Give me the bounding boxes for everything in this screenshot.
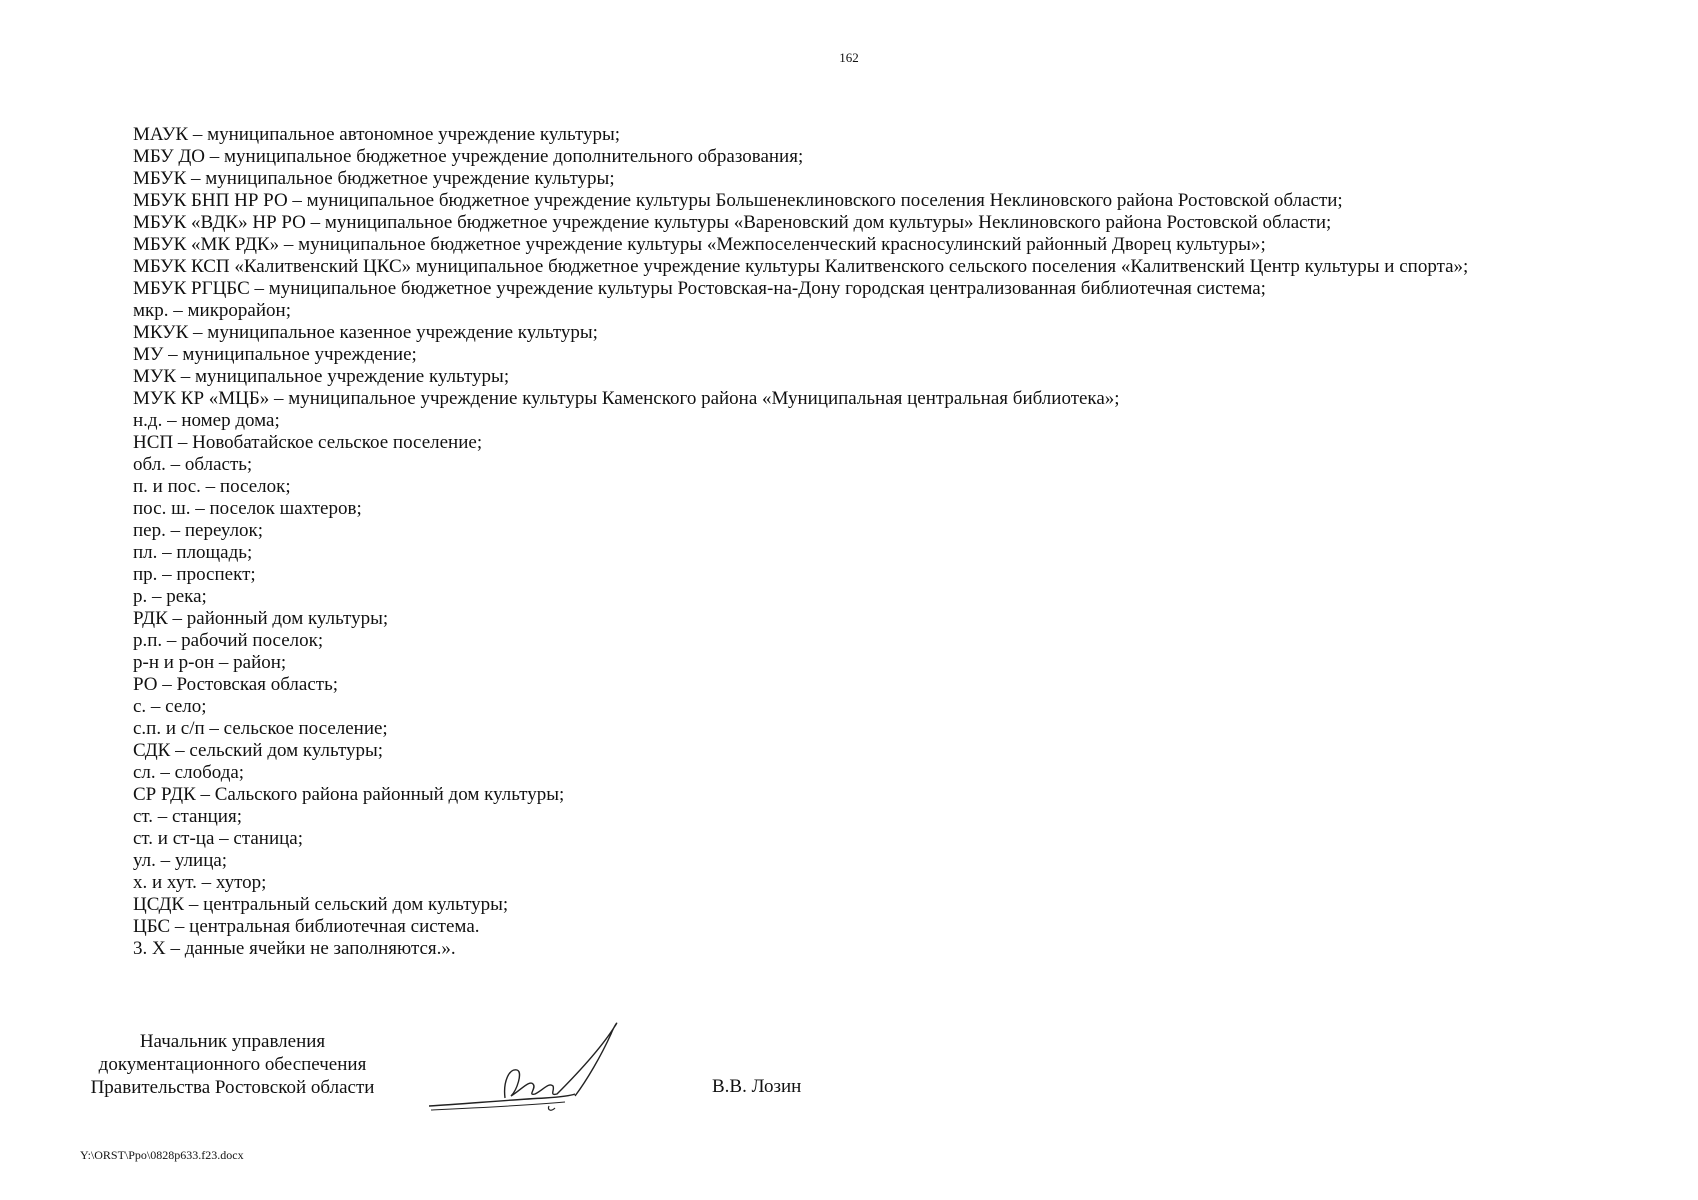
abbreviation-item: ЦБС – центральная библиотечная система. xyxy=(133,916,480,937)
abbreviation-list xyxy=(133,124,1468,960)
abbreviation-item: пр. – проспект; xyxy=(133,564,256,585)
abbreviation-item: 3. Х – данные ячейки не заполняются.». xyxy=(133,938,456,959)
abbreviation-item: МУК КР «МЦБ» – муниципальное учреждение культуры Каменского района «Муниципальная центральная библиотека»; xyxy=(133,388,1120,409)
handwritten-signature xyxy=(425,1020,645,1120)
abbreviation-item: МБУК «ВДК» НР РО – муниципальное бюджетное учреждение культуры «Вареновский дом культуры» Неклиновского района Ростовской области; xyxy=(133,212,1332,233)
abbreviation-item: МБУК РГЦБС – муниципальное бюджетное учреждение культуры Ростовская-на-Дону городская централизованная библиотечная система; xyxy=(133,278,1266,299)
abbreviation-item: МУ – муниципальное учреждение; xyxy=(133,344,417,365)
abbreviation-item: ул. – улица; xyxy=(133,850,228,871)
abbreviation-item: МБУ ДО – муниципальное бюджетное учреждение дополнительного образования; xyxy=(133,146,804,167)
abbreviation-item: РО – Ростовская область; xyxy=(133,674,339,695)
abbreviation-item: НСП – Новобатайское сельское поселение; xyxy=(133,432,483,453)
abbreviation-item: МБУК – муниципальное бюджетное учреждение культуры; xyxy=(133,168,615,189)
abbreviation-item: р.п. – рабочий поселок; xyxy=(133,630,324,651)
abbreviation-item: МАУК – муниципальное автономное учреждение культуры; xyxy=(133,124,621,145)
abbreviation-item: с. – село; xyxy=(133,696,207,717)
abbreviation-item: СР РДК – Сальского района районный дом культуры; xyxy=(133,784,565,805)
abbreviation-item: х. и хут. – хутор; xyxy=(133,872,267,893)
abbreviation-item: пл. – площадь; xyxy=(133,542,253,563)
page-number: 162 xyxy=(839,50,859,65)
abbreviation-item: МБУК «МК РДК» – муниципальное бюджетное учреждение культуры «Межпоселенческий красносулинский районный Дворец культуры»; xyxy=(133,234,1266,255)
abbreviation-item: р. – река; xyxy=(133,586,207,607)
abbreviation-item: пер. – переулок; xyxy=(133,520,264,541)
abbreviation-item: с.п. и с/п – сельское поселение; xyxy=(133,718,388,739)
abbreviation-item: ст. – станция; xyxy=(133,806,242,827)
signatory-title-line-2: документационного обеспечения xyxy=(98,1054,367,1075)
abbreviation-item: сл. – слобода; xyxy=(133,762,245,783)
abbreviation-item: мкр. – микрорайон; xyxy=(133,300,291,321)
abbreviation-item: р-н и р-он – район; xyxy=(133,652,287,673)
abbreviation-item: МБУК КСП «Калитвенский ЦКС» муниципальное бюджетное учреждение культуры Калитвенского сельского поселения «Калитвенский Центр культуры и спорта»; xyxy=(133,256,1469,277)
abbreviation-item: МКУК – муниципальное казенное учреждение культуры; xyxy=(133,322,598,343)
signer-name: В.В. Лозин xyxy=(712,1076,802,1097)
abbreviation-item: п. и пос. – поселок; xyxy=(133,476,291,497)
file-path: Y:\ORST\Ppo\0828p633.f23.docx xyxy=(80,1148,244,1162)
abbreviation-item: обл. – область; xyxy=(133,454,253,475)
abbreviation-item: ЦСДК – центральный сельский дом культуры; xyxy=(133,894,509,915)
abbreviation-item: СДК – сельский дом культуры; xyxy=(133,740,384,761)
abbreviation-item: РДК – районный дом культуры; xyxy=(133,608,389,629)
abbreviation-item: н.д. – номер дома; xyxy=(133,410,280,431)
abbreviation-item: пос. ш. – поселок шахтеров; xyxy=(133,498,362,519)
signatory-title-line-3: Правительства Ростовской области xyxy=(90,1077,375,1098)
abbreviation-item: МУК – муниципальное учреждение культуры; xyxy=(133,366,510,387)
abbreviation-item: МБУК БНП НР РО – муниципальное бюджетное учреждение культуры Большенеклиновского поселения Неклиновского района Ростовской области; xyxy=(133,190,1343,211)
signatory-title xyxy=(60,1030,405,1099)
signatory-title-line-1: Начальник управления xyxy=(139,1031,326,1052)
abbreviation-item: ст. и ст-ца – станица; xyxy=(133,828,304,849)
